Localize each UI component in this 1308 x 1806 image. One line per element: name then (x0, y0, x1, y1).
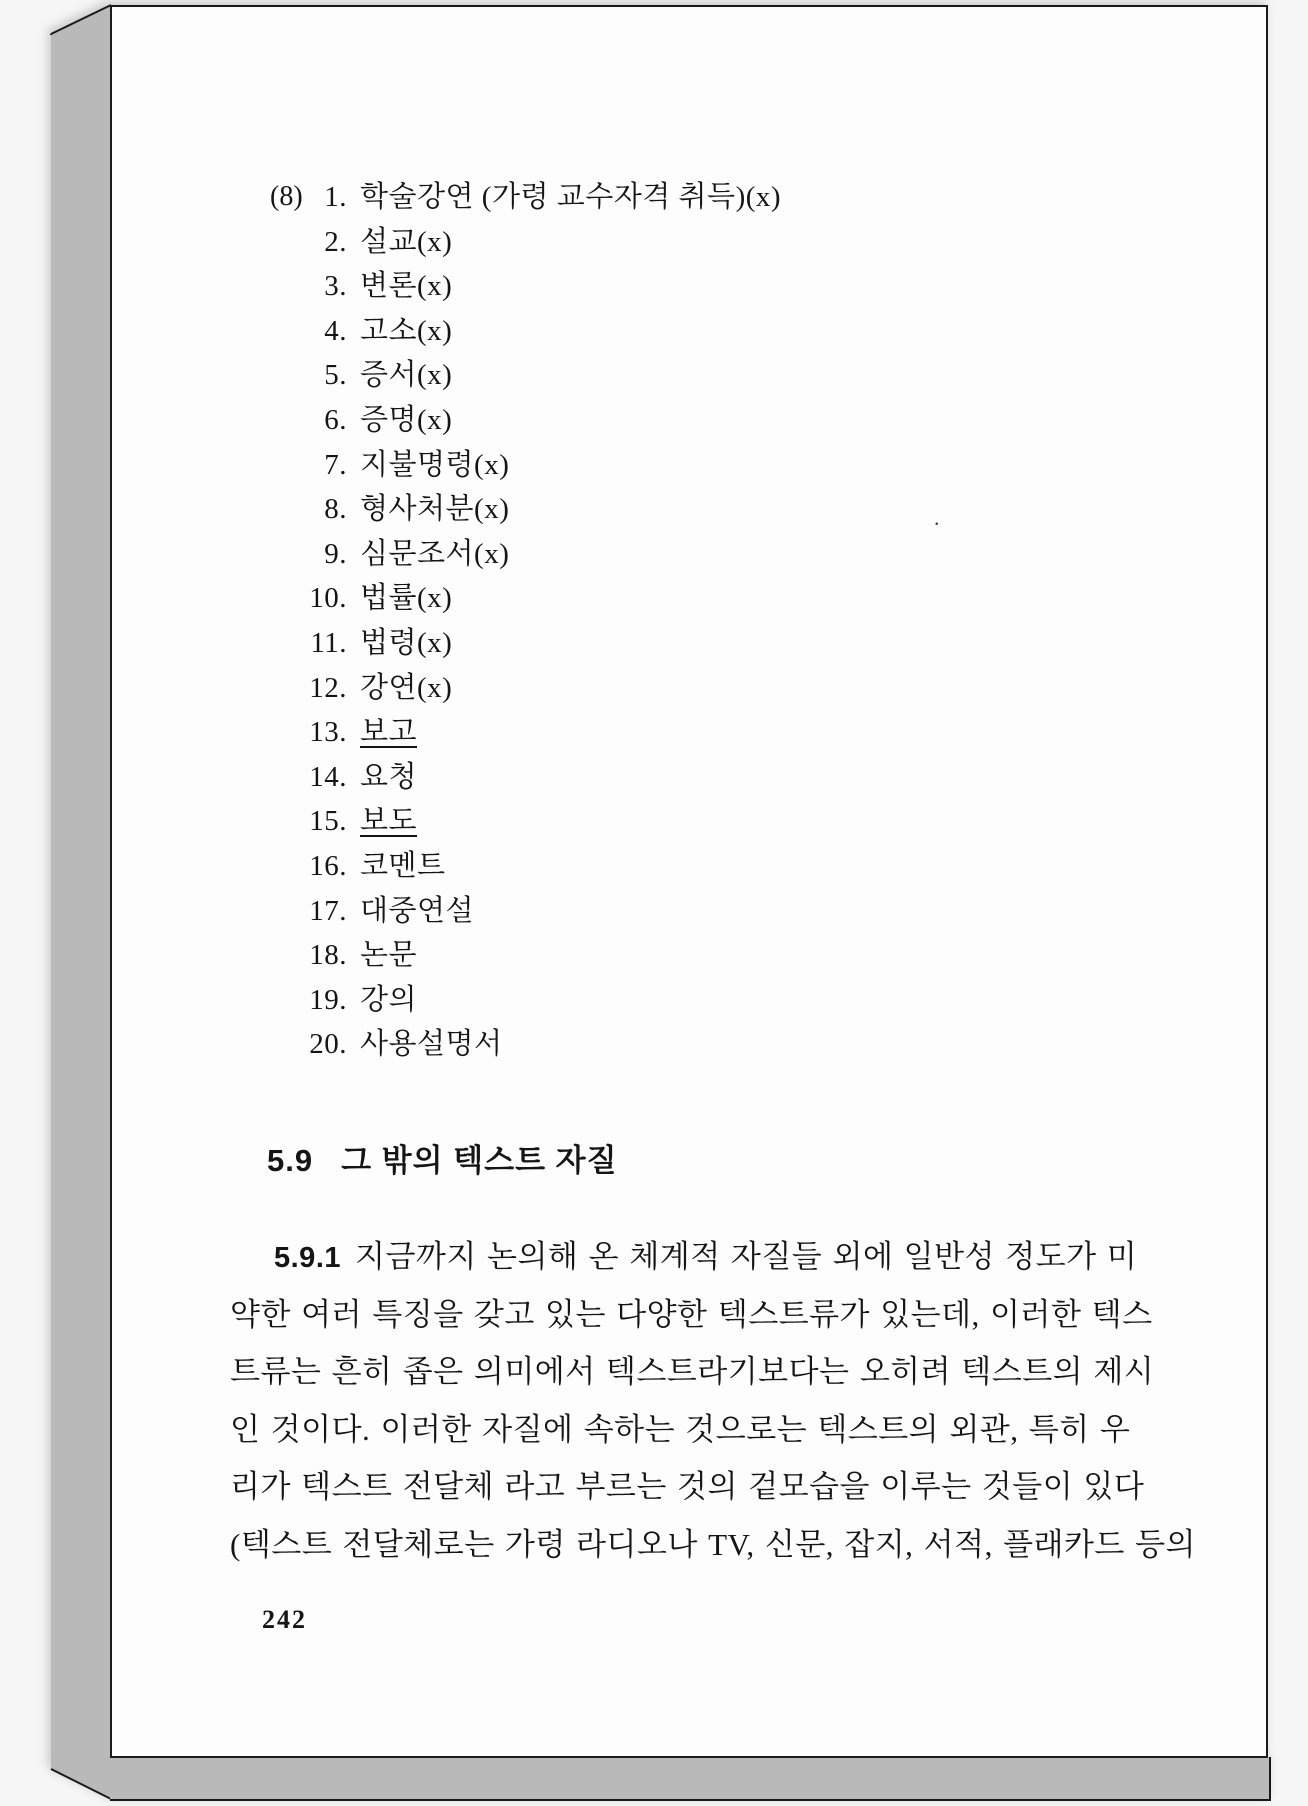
list-item (112, 220, 1266, 265)
page (110, 5, 1268, 1758)
item-number: 3. (324, 270, 347, 303)
paragraph-number: 5.9.1 (274, 1242, 341, 1274)
page-number: 242 (262, 1605, 307, 1634)
list-item (112, 1022, 1266, 1067)
item-number: 6. (324, 403, 347, 436)
list-item (112, 710, 1266, 755)
item-text: 요청 (360, 760, 418, 793)
item-text: 강의 (360, 983, 418, 1016)
item-number: 10. (309, 582, 347, 615)
list-item (112, 264, 1266, 309)
paragraph-line: 인 것이다. 이러한 자질에 속하는 것으로는 텍스트의 외관, 특히 우 (230, 1411, 1131, 1447)
list-item (112, 443, 1266, 488)
item-text: 변론(x) (360, 270, 453, 303)
book-spine-edge (51, 5, 111, 1799)
list-item (112, 576, 1266, 621)
item-text: 법률(x) (360, 582, 453, 615)
list-item (112, 978, 1266, 1023)
item-number: 20. (309, 1028, 347, 1061)
spine-top-edge-line (50, 4, 117, 35)
list-item (112, 933, 1266, 978)
item-number: 11. (310, 626, 347, 659)
list-item (112, 666, 1266, 711)
list-item (112, 487, 1266, 532)
item-number: 13. (309, 716, 347, 749)
item-text: 대중연설 (360, 894, 475, 927)
item-number: 12. (309, 671, 347, 704)
item-number: 17. (309, 894, 347, 927)
item-text: 증명(x) (360, 403, 453, 436)
list-item (112, 844, 1266, 889)
item-number: 9. (324, 537, 347, 570)
section-heading (267, 1135, 618, 1180)
list-item (112, 755, 1266, 800)
list-item (112, 309, 1266, 354)
item-text: 증서(x) (360, 359, 453, 392)
list-item (112, 621, 1266, 666)
item-number: 16. (309, 849, 347, 882)
item-text: 논문 (360, 939, 418, 972)
item-text-underlined: 보도 (360, 805, 418, 838)
item-text: 사용설명서 (360, 1028, 503, 1061)
scan-artifact-dot: . (934, 505, 940, 530)
section-number: 5.9 (267, 1143, 314, 1178)
item-number: 8. (324, 493, 347, 526)
paragraph-text: 지금까지 논의해 온 체계적 자질들 외에 일반성 정도가 미 (355, 1239, 1138, 1274)
item-text: 지불명령(x) (360, 448, 510, 481)
item-text: 설교(x) (360, 225, 453, 258)
item-number: 14. (309, 760, 347, 793)
item-number: 1. (324, 181, 347, 213)
example-label: (8) (270, 181, 303, 212)
numbered-list (112, 175, 1266, 1067)
book-bottom-page-stack (110, 1757, 1271, 1801)
item-number: 4. (324, 314, 347, 347)
body-paragraph (230, 1228, 1196, 1573)
list-item (112, 799, 1266, 844)
paragraph-line: 약한 여러 특징을 갖고 있는 다양한 텍스트류가 있는데, 이러한 텍스 (230, 1296, 1153, 1332)
section-title: 그 밖의 텍스트 자질 (341, 1143, 618, 1178)
paragraph-line: 리가 텍스트 전달체 라고 부르는 것의 겉모습을 이루는 것들이 있다 (230, 1469, 1145, 1504)
item-text: 강연(x) (360, 671, 453, 704)
list-item (112, 532, 1266, 577)
item-text: 코멘트 (360, 849, 446, 882)
list-item (112, 353, 1266, 398)
list-item (112, 398, 1266, 443)
item-text: 형사처분(x) (360, 493, 510, 526)
item-text-underlined: 보고 (360, 716, 418, 749)
item-number: 2. (324, 225, 347, 258)
item-number: 19. (309, 983, 347, 1016)
item-text: 심문조서(x) (360, 537, 510, 570)
item-number: 5. (324, 359, 347, 392)
spine-bottom-edge-line (50, 1768, 117, 1801)
list-item (112, 889, 1266, 934)
item-text: 법령(x) (360, 626, 453, 659)
item-number: 18. (309, 939, 347, 972)
item-number: 15. (309, 805, 347, 838)
paragraph-line: (텍스트 전달체로는 가령 라디오나 TV, 신문, 잡지, 서적, 플래카드 등의 (230, 1526, 1196, 1562)
item-text: 학술강연 (가령 교수자격 취득)(x) (360, 181, 782, 213)
item-text: 고소(x) (360, 314, 453, 347)
paragraph-line (230, 1228, 1138, 1286)
paragraph-line: 트류는 흔히 좁은 의미에서 텍스트라기보다는 오히려 텍스트의 제시 (230, 1354, 1155, 1389)
item-number: 7. (324, 448, 347, 481)
